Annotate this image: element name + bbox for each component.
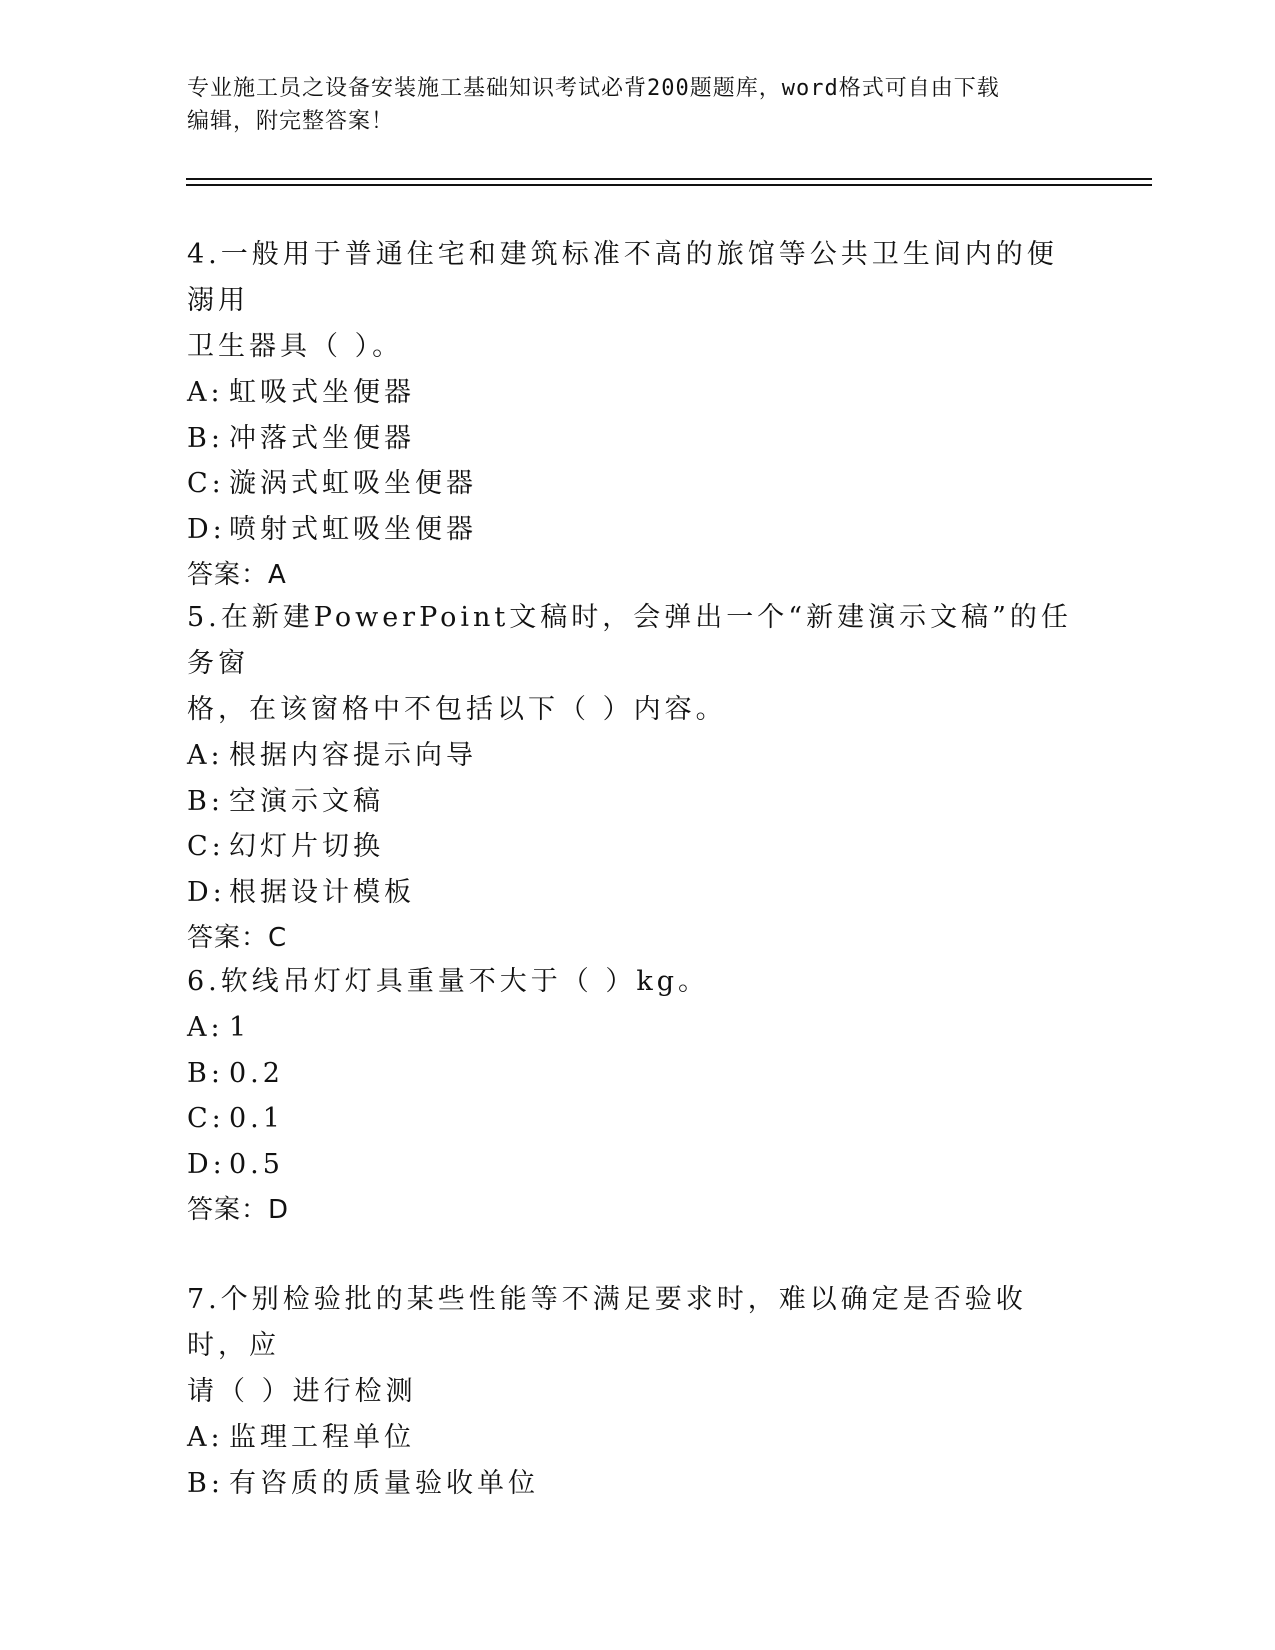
option-letter: B: xyxy=(187,1057,224,1089)
answer-line: 答案：D xyxy=(187,1195,290,1225)
option-letter: D: xyxy=(187,1148,226,1180)
option-text: 虹吸式坐便器 xyxy=(229,377,415,408)
question-stem-line: 4.一般用于普通住宅和建筑标准不高的旅馆等公共卫生间内的便溺用 xyxy=(187,239,1058,316)
answer-line: 答案：A xyxy=(187,560,287,590)
header-divider-bottom xyxy=(186,184,1152,186)
option-letter: A: xyxy=(187,1422,224,1453)
answer-line: 答案：C xyxy=(187,923,288,953)
option-text: 有咨质的质量验收单位 xyxy=(229,1467,539,1499)
question-7 xyxy=(187,1277,1087,1506)
header-line-2: 编辑，附完整答案！ xyxy=(187,109,395,134)
option-c xyxy=(187,1096,1087,1142)
option-letter: C: xyxy=(187,831,225,862)
option-a xyxy=(187,1005,1087,1051)
document-header xyxy=(187,72,1087,138)
question-6 xyxy=(187,959,1087,1233)
option-text: 漩涡式虹吸坐便器 xyxy=(229,468,477,499)
option-letter: B: xyxy=(187,785,224,817)
question-stem-line: 请（ ）进行检测 xyxy=(187,1376,417,1407)
option-text: 根据设计模板 xyxy=(229,876,415,908)
option-b xyxy=(187,1051,1087,1097)
option-b xyxy=(187,779,1087,825)
header-line-1: 专业施工员之设备安装施工基础知识考试必背200题题库，word格式可自由下载 xyxy=(187,76,1000,101)
option-b xyxy=(187,416,1087,462)
option-text: 空演示文稿 xyxy=(229,785,384,817)
option-letter: B: xyxy=(187,422,224,454)
option-text: 监理工程单位 xyxy=(229,1422,415,1453)
option-text: 喷射式虹吸坐便器 xyxy=(229,513,477,545)
option-a xyxy=(187,1415,1087,1461)
question-5 xyxy=(187,595,1087,961)
question-stem-line: 卫生器具（ ）。 xyxy=(187,331,404,362)
option-letter: C: xyxy=(187,468,225,499)
question-4 xyxy=(187,232,1087,598)
option-letter: A: xyxy=(187,377,224,408)
question-stem-line: 6.软线吊灯灯具重量不大于（ ）kg。 xyxy=(187,966,709,997)
option-d xyxy=(187,1142,1087,1188)
option-text: 冲落式坐便器 xyxy=(229,422,415,454)
option-d xyxy=(187,870,1087,916)
header-divider-top xyxy=(186,178,1152,180)
option-letter: B: xyxy=(187,1467,224,1499)
option-text: 0.5 xyxy=(229,1148,284,1180)
option-letter: D: xyxy=(187,876,226,908)
option-letter: C: xyxy=(187,1103,225,1134)
option-text: 1 xyxy=(229,1012,251,1043)
option-letter: A: xyxy=(187,1012,224,1043)
option-text: 0.2 xyxy=(229,1057,284,1089)
option-b xyxy=(187,1461,1087,1507)
option-text: 幻灯片切换 xyxy=(229,831,384,862)
option-a xyxy=(187,370,1087,416)
option-d xyxy=(187,507,1087,553)
option-c xyxy=(187,461,1087,507)
option-letter: A: xyxy=(187,740,224,771)
option-c xyxy=(187,824,1087,870)
option-letter: D: xyxy=(187,513,226,545)
question-stem-line: 7.个别检验批的某些性能等不满足要求时，难以确定是否验收时，应 xyxy=(187,1284,1027,1361)
option-text: 根据内容提示向导 xyxy=(229,740,477,771)
question-stem-line: 格，在该窗格中不包括以下（ ）内容。 xyxy=(187,694,727,725)
question-stem-line: 5.在新建PowerPoint文稿时，会弹出一个“新建演示文稿”的任务窗 xyxy=(187,602,1072,679)
option-text: 0.1 xyxy=(229,1103,284,1134)
option-a xyxy=(187,733,1087,779)
